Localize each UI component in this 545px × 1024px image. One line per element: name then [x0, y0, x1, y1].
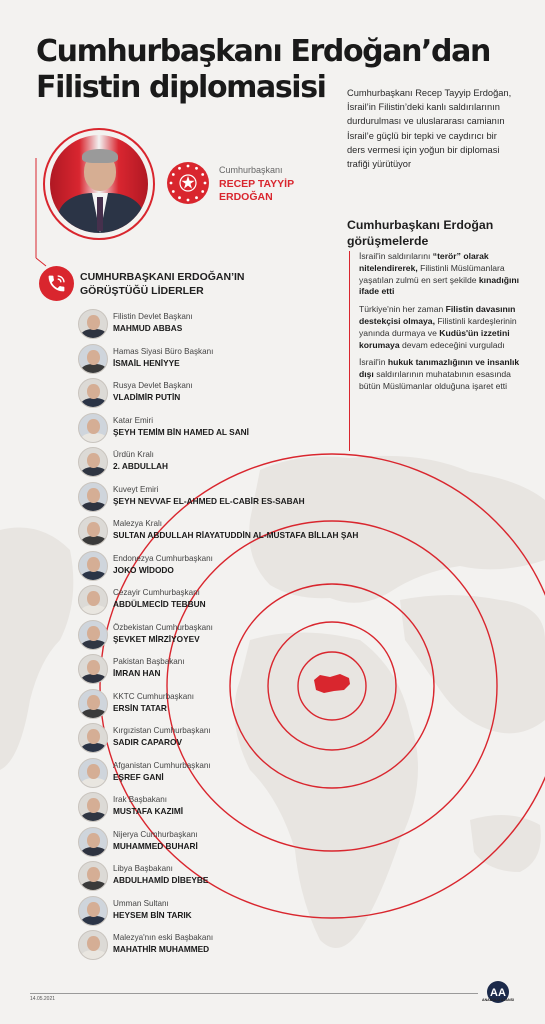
map-americas [0, 528, 73, 771]
leader-avatar [78, 447, 108, 477]
leader-avatar [78, 309, 108, 339]
leader-avatar [78, 930, 108, 960]
talks-paragraph-1: İsrail'in saldırılarını “terör” olarak nitelendirerek, Filistinli Müslümanlara yaşatılan zulmü en sert şekilde kınadığını ifade etti [359, 251, 520, 297]
president-name [219, 178, 329, 204]
leader-item [78, 412, 378, 447]
leader-name: İMRAN HAN [113, 668, 161, 678]
leader-role: Irak Başbakanı [113, 795, 167, 804]
leader-name: HEYSEM BİN TARIK [113, 909, 192, 920]
leader-role: Özbekistan Cumhurbaşkanı [113, 622, 213, 632]
leader-role: Endonezya Cumhurbaşkanı [113, 553, 213, 563]
agency-name: ANADOLU AJANSI [481, 998, 514, 1002]
leader-role: KKTC Cumhurbaşkanı [113, 691, 194, 701]
leader-role: Katar Emiri [113, 415, 154, 425]
leader-avatar [78, 378, 108, 408]
page-title [36, 34, 490, 106]
talks-paragraph-3: İsrail'in hukuk tanımazlığının ve insanlık dışı saldırılarının muhatabının esasında bütün Müslümanlar olduğuna işaret etti [359, 357, 520, 391]
leader-item [78, 308, 378, 343]
leader-item [78, 343, 378, 378]
leader-name: MUHAMMED BUHARİ [113, 840, 198, 851]
leader-name: ŞEYH TEMİM BİN HAMED AL SANİ [113, 426, 249, 437]
president-caption: Cumhurbaşkanı [219, 165, 283, 175]
leader-name: VLADİMİR PUTİN [113, 392, 181, 402]
leader-item [78, 481, 378, 516]
talks-paragraph-2: Türkiye'nin her zaman Filistin davasının destekçisi olmaya, Filistinli kardeşlerinin yanında durmaya ve Kudüs'ün izzetini korumaya devam edeceğini vurguladı [359, 304, 517, 350]
footer-rule [30, 993, 478, 994]
leader-avatar [78, 620, 108, 650]
leader-item [78, 722, 378, 757]
leader-item [78, 688, 378, 723]
leader-name: JOKO WİDODO [113, 564, 174, 575]
leader-role: Rusya Devlet Başkanı [113, 381, 193, 390]
leader-role: Umman Sultanı [113, 898, 169, 908]
president-name-line1: RECEP TAYYİP [219, 178, 295, 190]
leader-item [78, 929, 378, 964]
leader-role: Kuveyt Emiri [113, 484, 159, 494]
footer-date: 14.05.2021 [30, 996, 56, 1002]
leader-role: Malezya'nın eski Başbakanı [113, 933, 214, 942]
leader-item [78, 446, 378, 481]
leader-name: SULTAN ABDULLAH RİAYATUDDİN AL-MUSTAFA BİLLAH ŞAH [113, 530, 359, 540]
leader-item [78, 826, 378, 861]
leader-name: EŞREF GANİ [113, 771, 164, 782]
leader-name: ABDÜLMECİD TEBBUN [113, 599, 206, 609]
president-portrait [43, 128, 155, 240]
leader-name: MAHMUD ABBAS [113, 323, 183, 333]
presidential-seal-icon [166, 161, 210, 205]
leader-role: Libya Başbakanı [113, 864, 173, 873]
leaders-title: CUMHURBAŞKANI ERDOĞAN’IN GÖRÜŞTÜĞÜ LİDERLER [80, 271, 245, 297]
leader-avatar [78, 896, 108, 926]
leader-avatar [78, 482, 108, 512]
leader-role: Kırgızistan Cumhurbaşkanı [113, 726, 211, 735]
leader-item [78, 895, 378, 930]
leader-item [78, 377, 378, 412]
page-title-line2: Filistin diplomasisi [36, 70, 326, 105]
leader-avatar [78, 792, 108, 822]
leader-item [78, 619, 378, 654]
leader-avatar [78, 551, 108, 581]
leader-avatar [78, 689, 108, 719]
leader-name: 2. ABDULLAH [113, 461, 169, 471]
leader-avatar [78, 585, 108, 615]
leader-item [78, 860, 378, 895]
leader-role: Hamas Siyasi Büro Başkanı [113, 346, 214, 356]
phone-icon [39, 266, 74, 301]
leader-avatar [78, 827, 108, 857]
leader-item [78, 550, 378, 585]
leader-item [78, 584, 378, 619]
map-asia [400, 595, 545, 733]
leader-role: Pakistan Başbakanı [113, 657, 185, 666]
portrait-photo [50, 135, 148, 233]
leader-item [78, 653, 378, 688]
leader-name: MAHATHİR MUHAMMED [113, 944, 210, 954]
leader-role: Ürdün Kralı [113, 450, 154, 459]
logo-letters: AA [490, 987, 506, 999]
page-title-line1: Cumhurbaşkanı Erdoğan’dan [36, 34, 490, 69]
leaders-list [78, 308, 378, 964]
leader-role: Nijerya Cumhurbaşkanı [113, 829, 198, 839]
leader-name: ABDULHAMİD DİBEYBE [113, 875, 209, 885]
leader-avatar [78, 344, 108, 374]
leader-avatar [78, 861, 108, 891]
leader-name: SADIR CAPAROV [113, 737, 182, 747]
leader-role: Afganistan Cumhurbaşkanı [113, 760, 211, 770]
leader-avatar [78, 413, 108, 443]
leader-name: İSMAİL HENİYYE [113, 357, 180, 368]
leader-avatar [78, 723, 108, 753]
leader-role: Filistin Devlet Başkanı [113, 312, 193, 321]
president-name-line2: ERDOĞAN [219, 191, 273, 203]
leader-avatar [78, 758, 108, 788]
leader-role: Cezayir Cumhurbaşkanı [113, 588, 200, 597]
leader-avatar [78, 516, 108, 546]
leader-avatar [78, 654, 108, 684]
leader-role: Malezya Kralı [113, 519, 163, 528]
leader-item [78, 791, 378, 826]
leader-item [78, 757, 378, 792]
anadolu-agency-logo [484, 980, 512, 1008]
leader-name: ERSİN TATAR [113, 702, 167, 713]
talks-heading: Cumhurbaşkanı Erdoğan görüşmelerde [347, 218, 494, 248]
leader-name: ŞEYH NEVVAF EL-AHMED EL-CABİR ES-SABAH [113, 495, 305, 506]
leader-item [78, 515, 378, 550]
leader-name: MUSTAFA KAZIMİ [113, 806, 184, 816]
connector-line-2 [36, 258, 46, 266]
leader-name: ŞEVKET MİRZİYOYEV [113, 633, 200, 644]
intro-text: Cumhurbaşkanı Recep Tayyip Erdoğan, İsrail’in Filistin’deki kanlı saldırılarının durdurulması ve uluslararası camianın İsrail’e güçlü bir tepki ve caydırıcı bir ders vermesi için yoğun bir diplomasi trafiği yürütüyor [347, 88, 512, 170]
